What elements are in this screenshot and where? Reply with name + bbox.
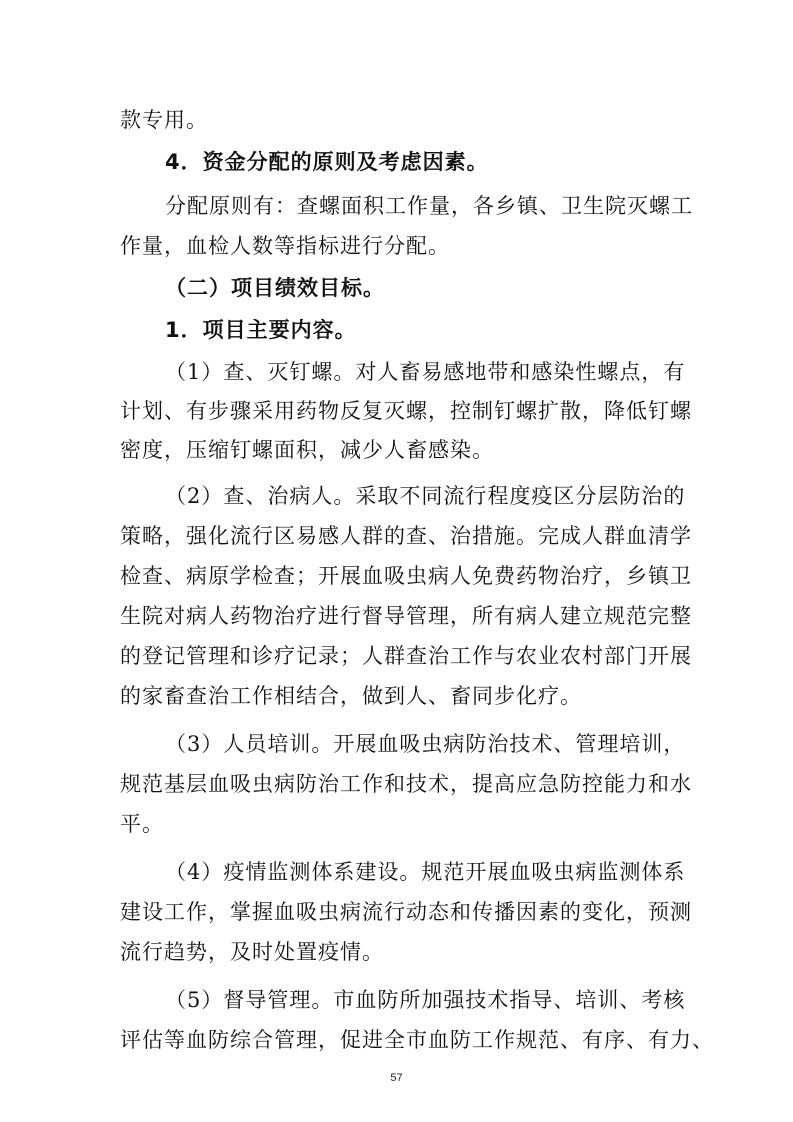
paragraph-line: 评估等血防综合管理，促进全市血防工作规范、有序、有力、 [120, 1028, 714, 1052]
paragraph-line: 生院对病人药物治疗进行督导管理，所有病人建立规范完整 [120, 604, 692, 628]
page-number: 57 [390, 1072, 403, 1084]
paragraph-line: 计划、有步骤采用药物反复灭螺，控制钉螺扩散，降低钉螺 [120, 399, 692, 423]
paragraph-line: （3）人员培训。开展血吸虫病防治技术、管理培训， [165, 732, 686, 756]
paragraph-line: （1）查、灭钉螺。对人畜易感地带和感染性螺点，有 [165, 360, 686, 384]
paragraph-line: 检查、病原学检查；开展血吸虫病人免费药物治疗，乡镇卫 [120, 564, 692, 588]
section-heading: （二）项目绩效目标。 [165, 276, 385, 300]
paragraph-line: 建设工作，掌握血吸虫病流行动态和传播因素的变化，预测 [120, 900, 692, 924]
paragraph-line: 作量，血检人数等指标进行分配。 [120, 234, 450, 258]
paragraph-line: 规范基层血吸虫病防治工作和技术，提高应急防控能力和水 [120, 772, 692, 796]
paragraph-line: 密度，压缩钉螺面积，减少人畜感染。 [120, 438, 494, 462]
paragraph-line: 流行趋势，及时处置疫情。 [120, 940, 384, 964]
paragraph-line: （2）查、治病人。采取不同流行程度疫区分层防治的 [165, 484, 686, 508]
paragraph-line: （4）疫情监测体系建设。规范开展血吸虫病监测体系 [165, 860, 686, 884]
paragraph-line: （5）督导管理。市血防所加强技术指导、培训、考核 [165, 988, 686, 1012]
paragraph-line: 分配原则有：查螺面积工作量，各乡镇、卫生院灭螺工 [165, 194, 693, 218]
section-heading: 4．资金分配的原则及考虑因素。 [165, 150, 489, 174]
subsection-heading: 1．项目主要内容。 [165, 318, 357, 342]
paragraph-line: 的家畜查治工作相结合，做到人、畜同步化疗。 [120, 684, 582, 708]
paragraph-line: 款专用。 [120, 108, 208, 132]
paragraph-line: 平。 [120, 812, 164, 836]
paragraph-line: 的登记管理和诊疗记录；人群查治工作与农业农村部门开展 [120, 644, 692, 668]
paragraph-line: 策略，强化流行区易感人群的查、治措施。完成人群血清学 [120, 524, 692, 548]
